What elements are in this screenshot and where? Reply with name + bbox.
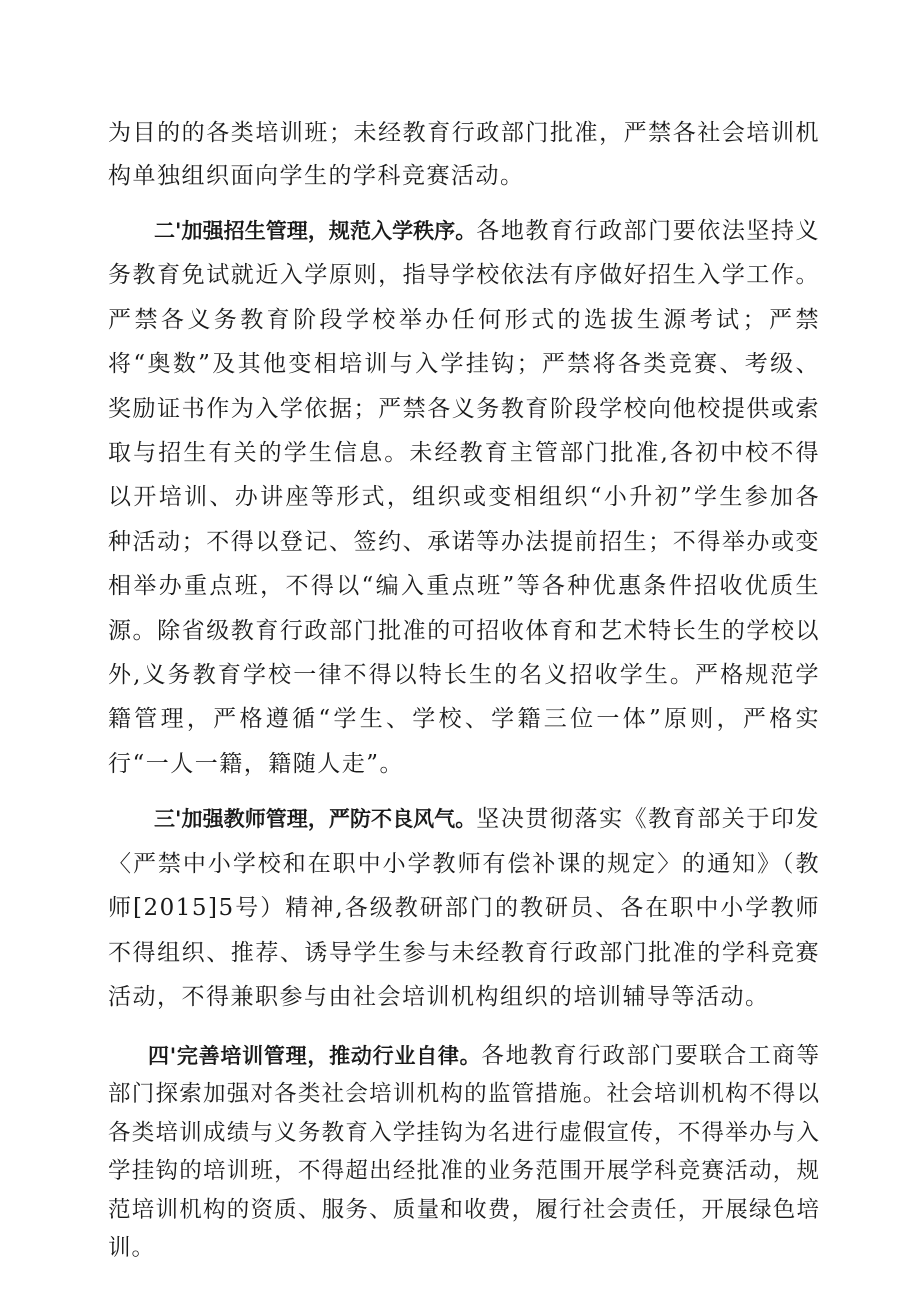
- paragraph-teacher-management: [108, 797, 820, 1020]
- paragraph-text: 为目的的各类培训班；未经教育行政部门批准，严禁各社会培训机构单独组织面向学生的学科竞赛活动。: [108, 120, 820, 189]
- paragraph-text: 各地教育行政部门要依法坚持义务教育免试就近入学原则，指导学校依法有序做好招生入学工作。严禁各义务教育阶段学校举办任何形式的选拔生源考试；严禁将“奥数”及其他变相培训与入学挂钩；严禁将各类竞赛、考级、奖励证书作为入学依据；严禁各义务教育阶段学校向他校提供或索取与招生有关的学生信息。未经教育主管部门批准,各初中校不得以开培训、办讲座等形式，组织或变相组织“小升初”学生参加各种活动；不得以登记、签约、承诺等办法提前招生；不得举办或变相举办重点班，不得以“编入重点班”等各种优惠条件招收优质生源。除省级教育行政部门批准的可招收体育和艺术特长生的学校以外,义务教育学校一律不得以特长生的名义招收学生。严格规范学籍管理，严格遵循“学生、学校、学籍三位一体”原则，严格实行“一人一籍，籍随人走”。: [108, 218, 820, 777]
- paragraph-continuation: [108, 112, 820, 198]
- paragraph-text: 各地教育行政部门要联合工商等部门探索加强对各类社会培训机构的监管措施。社会培训机构不得以各类培训成绩与义务教育入学挂钩为名进行虚假宣传，不得举办与入学挂钩的培训班，不得超出经批准的业务范围开展学科竞赛活动，规范培训机构的资质、服务、质量和收费，履行社会责任，开展绿色培训。: [108, 1042, 820, 1262]
- paragraph-training-management: [108, 1037, 820, 1268]
- paragraph-heading: 四'完善培训管理，推动行业自律。: [148, 1043, 482, 1068]
- paragraph-heading: 二'加强招生管理，规范入学秩序。: [154, 219, 477, 243]
- paragraph-heading: 三'加强教师管理，严防不良风气。: [154, 807, 477, 832]
- document-page: [108, 112, 820, 1268]
- paragraph-admission-management: [108, 209, 820, 786]
- paragraph-text: 坚决贯彻落实《教育部关于印发〈严禁中小学校和在职中小学教师有偿补课的规定〉的通知》（教师[2015]5号）精神,各级教研部门的教研员、各在职中小学教师不得组织、推荐、诱导学生参与未经教育行政部门批准的学科竞赛活动，不得兼职参与由社会培训机构组织的培训辅导等活动。: [108, 806, 820, 1011]
